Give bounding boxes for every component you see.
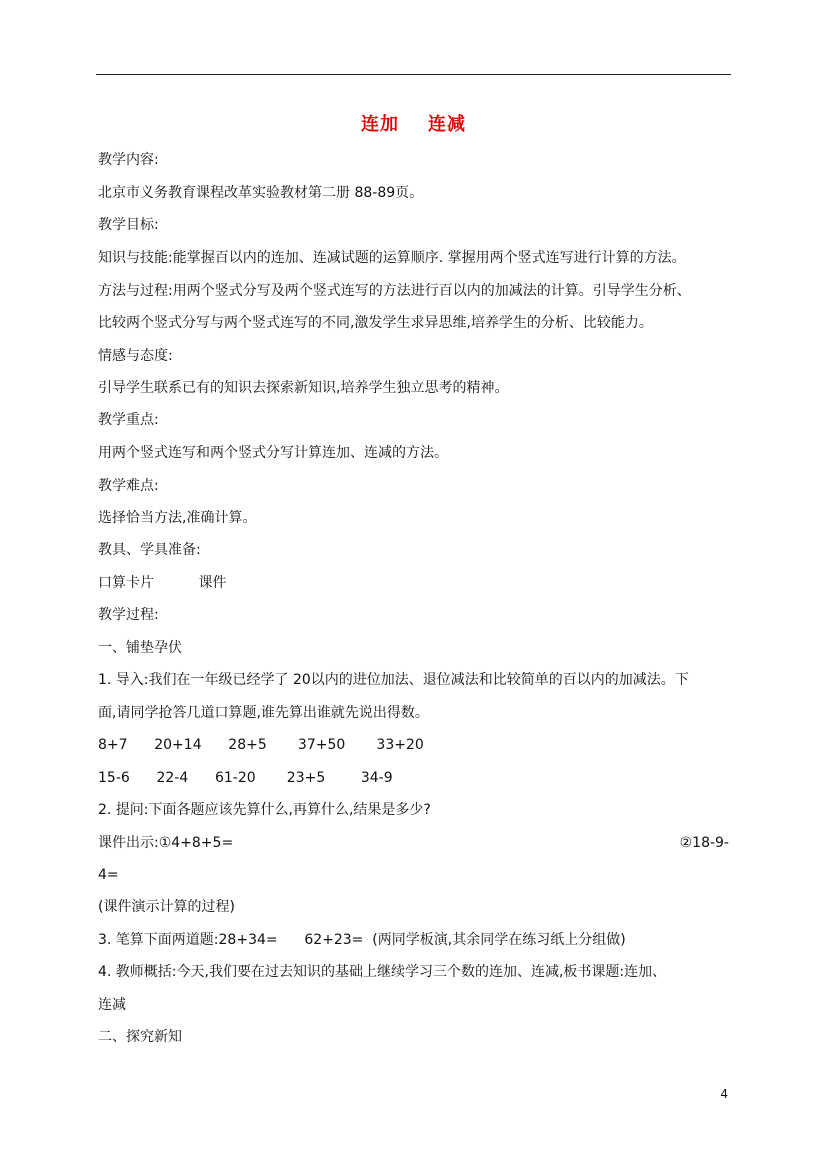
text-line: 课件出示:①4+8+5= [98, 835, 234, 851]
text-line: 引导学生联系已有的知识去探索新知识,培养学生独立思考的精神。 [98, 380, 509, 396]
text-line: 教学难点: [98, 478, 159, 494]
text-line: 用两个竖式连写和两个竖式分写计算连加、连减的方法。 [98, 445, 448, 461]
text-line: 北京市义务教育课程改革实验教材第二册 88-89页。 [98, 185, 424, 201]
text-line: 教学内容: [98, 152, 159, 168]
text-line: 1. 导入:我们在一年级已经学了 20以内的进位加法、退位减法和比较简单的百以内的加减法。下 [98, 672, 689, 688]
text-line: 教具、学具准备: [98, 542, 201, 558]
text-line: 比较两个竖式分写与两个竖式连写的不同,激发学生求异思维,培养学生的分析、比较能力。 [98, 315, 653, 331]
text-line: 教学目标: [98, 217, 159, 233]
text-line: 2. 提问:下面各题应该先算什么,再算什么,结果是多少? [98, 802, 431, 818]
text-line: 口算卡片 课件 [98, 575, 227, 591]
text-line: 15-6 22-4 61-20 23+5 34-9 [98, 770, 393, 786]
text-line: 8+7 20+14 28+5 37+50 33+20 [98, 737, 424, 753]
text-line: 情感与态度: [98, 348, 173, 364]
text-line: 选择恰当方法,准确计算。 [98, 510, 257, 526]
text-line: (课件演示计算的过程) [98, 899, 235, 915]
text-line-right: ②18-9- [679, 835, 729, 851]
page-number: 4 [720, 1087, 728, 1101]
text-line: 一、铺垫孕伏 [98, 640, 182, 656]
text-line: 4= [98, 867, 119, 883]
text-line: 方法与过程:用两个竖式分写及两个竖式连写的方法进行百以内的加减法的计算。引导学生分析、 [98, 283, 691, 299]
document-title: 连加 连减 [360, 114, 467, 135]
text-line: 教学重点: [98, 412, 159, 428]
text-line: 4. 教师概括:今天,我们要在过去知识的基础上继续学习三个数的连加、连减,板书课题:连加、 [98, 964, 667, 980]
text-line: 面,请同学抢答几道口算题,谁先算出谁就先说出得数。 [98, 705, 429, 721]
text-line: 知识与技能:能掌握百以内的连加、连减试题的运算顺序. 掌握用两个竖式连写进行计算的方法。 [98, 250, 686, 266]
text-line: 教学过程: [98, 607, 159, 623]
text-line: 3. 笔算下面两道题:28+34= 62+23= (两同学板演,其余同学在练习纸上分组做) [98, 932, 626, 948]
text-line: 二、探究新知 [98, 1029, 182, 1045]
header-rule [96, 74, 731, 75]
text-line: 连减 [98, 997, 126, 1013]
